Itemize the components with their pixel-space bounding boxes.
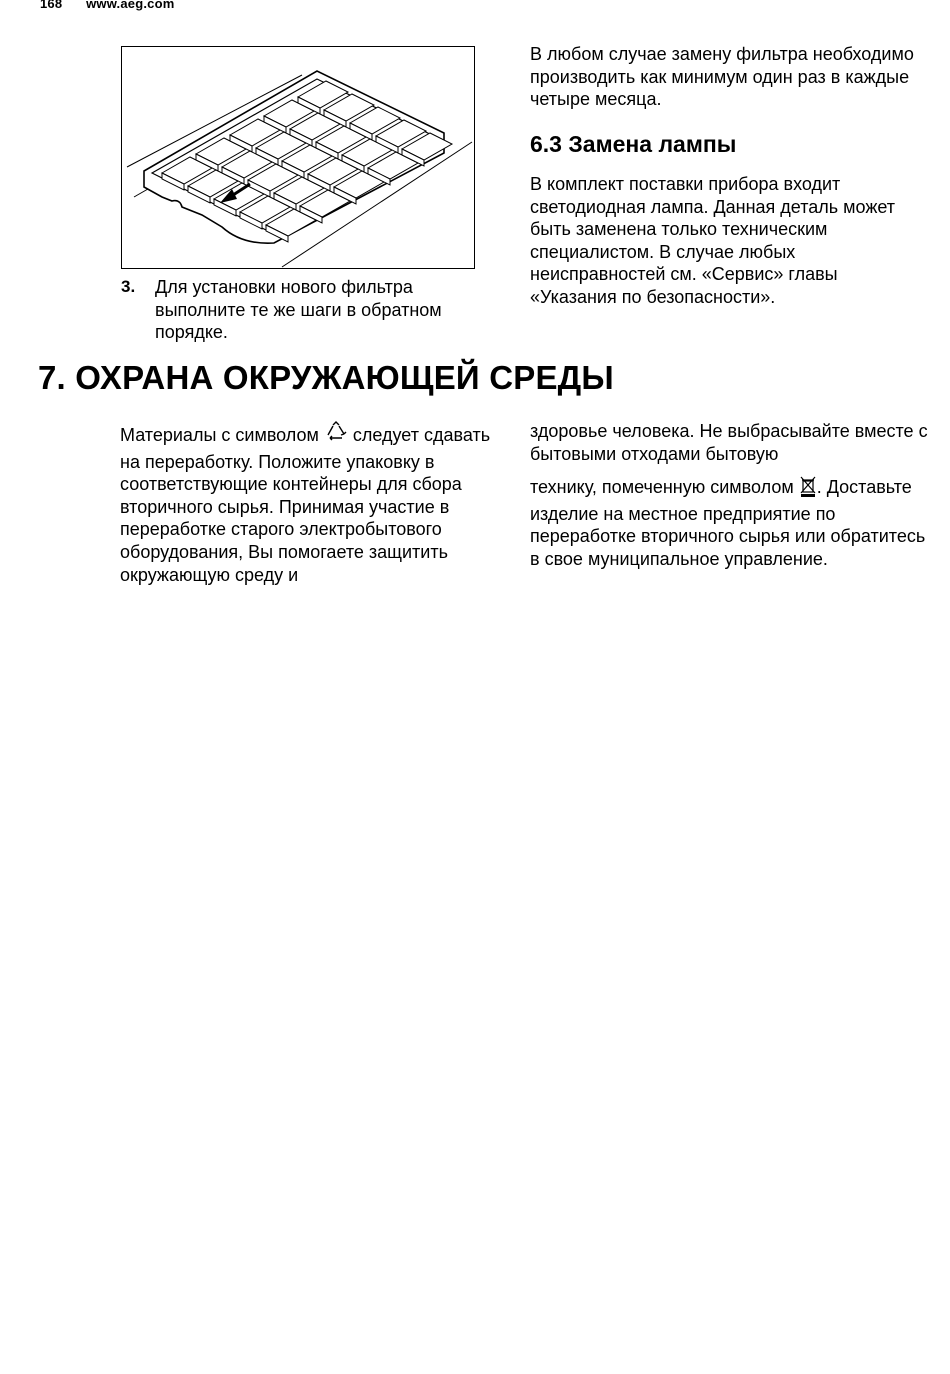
env-left-before: Материалы с символом [120, 425, 324, 445]
header-url: www.aeg.com [86, 0, 175, 11]
section-6-3-text: В комплект поставки прибора входит светодиодная лампа. Данная деталь может быть заменена только техническим специалистом. В случае любых неисправностей см. «Сервис» главы «Указания по безопасности». [530, 174, 896, 307]
step-text: Для установки нового фильтра выполните те же шаги в обратном порядке. [155, 277, 442, 343]
environment-text-right-2 [530, 475, 930, 570]
crossed-bin-icon [799, 475, 817, 503]
step-3 [121, 276, 491, 344]
section-7-title: 7. ОХРАНА ОКРУЖАЮЩЕЙ СРЕДЫ [38, 359, 614, 396]
section-6-3-title: 6.3 Замена лампы [530, 131, 737, 157]
filter-note: В любом случае замену фильтра необходимо производить как минимум один раз в каждые четыре месяца. [530, 44, 914, 110]
recycle-icon [324, 421, 348, 451]
environment-text-right-1: здоровье человека. Не выбрасывайте вместе с бытовыми отходами бытовую [530, 421, 928, 464]
filter-illustration [121, 46, 475, 269]
environment-text-left [120, 421, 505, 586]
page-header [40, 0, 175, 11]
env-left-after: следует сдавать на переработку. Положите упаковку в соответствующие контейнеры для сбора вторичного сырья. Принимая участие в переработке старого электробытового оборудования, Вы помогаете защитить окружающую среду и [120, 425, 491, 585]
filter-replacement-illustration-icon [122, 47, 474, 268]
page-number: 168 [40, 0, 63, 11]
env-right-after: . Доставьте изделие на местное предприятие по переработке вторичного сырья или обратитесь в свое муниципальное управление. [530, 477, 926, 569]
env-right-before: технику, помеченную символом [530, 477, 799, 497]
step-number: 3. [121, 277, 136, 296]
